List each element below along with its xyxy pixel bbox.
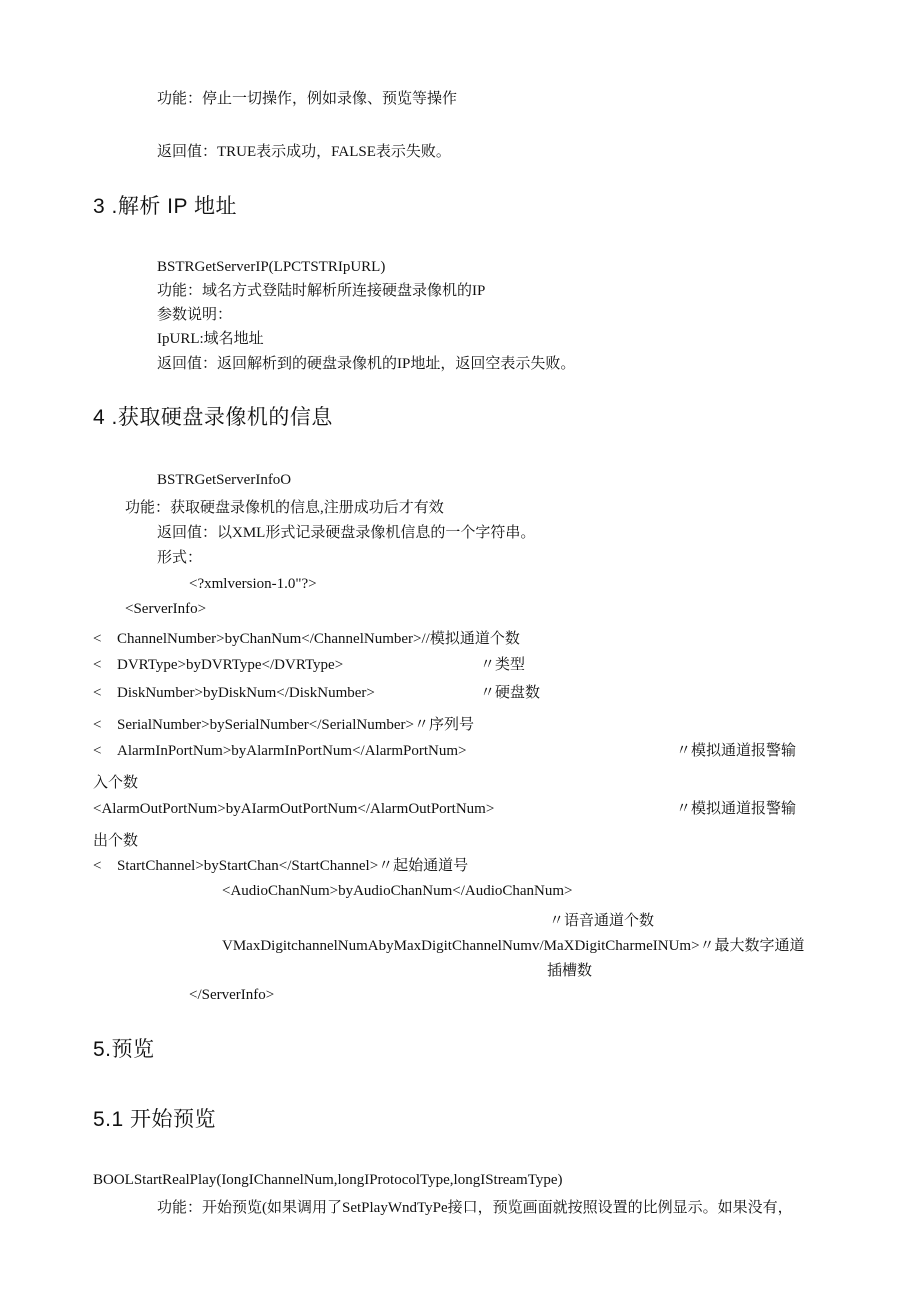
xml-bracket: < bbox=[93, 717, 102, 733]
xml-dvr-type-comment: 〃类型 bbox=[480, 657, 526, 673]
get-server-info-signature: BSTRGetServerInfoO bbox=[157, 472, 292, 488]
xml-declaration: <?xmlversion-1.0"?> bbox=[189, 576, 317, 592]
xml-bracket: < bbox=[93, 685, 102, 701]
xml-channel-number: ChannelNumber>byChanNum</ChannelNumber>//模拟通道个数 bbox=[117, 631, 520, 647]
xml-disk-number: DiskNumber>byDiskNum</DiskNumber> bbox=[117, 685, 375, 701]
xml-alarm-out-port-comment: 〃模拟通道报警输 bbox=[676, 801, 797, 817]
section-heading-5: 5.预览 bbox=[93, 1038, 155, 1061]
get-server-ip-signature: BSTRGetServerIP(LPCTSTRIpURL) bbox=[157, 259, 386, 275]
start-real-play-function: 功能：开始预览(如果调用了SetPlayWndTyPe接口，预览画面就按照设置的比例显示。如果没有， bbox=[157, 1200, 793, 1216]
xml-audio-chan-num-comment: 〃语音通道个数 bbox=[549, 913, 655, 929]
xml-serverinfo-close: </ServerInfo> bbox=[189, 987, 275, 1003]
xml-bracket: < bbox=[93, 743, 102, 759]
xml-alarm-out-port: <AlarmOutPortNum>byAIarmOutPortNum</AlarmOutPortNum> bbox=[93, 801, 495, 817]
xml-max-digit-channel: VMaxDigitchannelNumAbyMaxDigitChannelNumv/MaXDigitCharmeINUm>〃最大数字通道 bbox=[222, 938, 805, 954]
xml-bracket: < bbox=[93, 631, 102, 647]
xml-serial-number: SerialNumber>bySerialNumber</SerialNumber>〃序列号 bbox=[117, 717, 474, 733]
start-real-play-signature: BOOLStartRealPlay(IongIChannelNum,longIProtocolType,longIStreamType) bbox=[93, 1172, 563, 1188]
param-ipurl: IpURL:域名地址 bbox=[157, 331, 264, 347]
section-heading-3: 3 .解析 IP 地址 bbox=[93, 195, 237, 218]
xml-bracket: < bbox=[93, 858, 102, 874]
get-server-ip-return: 返回值：返回解析到的硬盘录像机的IP地址，返回空表示失败。 bbox=[157, 356, 576, 372]
xml-start-channel: StartChannel>byStartChan</StartChannel>〃起始通道号 bbox=[117, 858, 469, 874]
xml-alarm-in-port: AlarmInPortNum>byAlarmInPortNum</AlarmPortNum> bbox=[117, 743, 467, 759]
xml-serverinfo-open: <ServerInfo> bbox=[125, 601, 207, 617]
get-server-ip-function: 功能：域名方式登陆时解析所连接硬盘录像机的IP bbox=[157, 283, 486, 299]
xml-alarm-in-port-comment-cont: 入个数 bbox=[93, 775, 139, 791]
xml-disk-number-comment: 〃硬盘数 bbox=[480, 685, 541, 701]
xml-alarm-in-port-comment: 〃模拟通道报警输 bbox=[676, 743, 797, 759]
format-label: 形式： bbox=[157, 550, 203, 566]
xml-audio-chan-num: <AudioChanNum>byAudioChanNum</AudioChanNum> bbox=[222, 883, 573, 899]
section-heading-4: 4 .获取硬盘录像机的信息 bbox=[93, 406, 333, 429]
stop-function-description: 功能：停止一切操作，例如录像、预览等操作 bbox=[157, 91, 458, 107]
section-heading-5-1: 5.1 开始预览 bbox=[93, 1108, 217, 1131]
get-server-info-return: 返回值：以XML形式记录硬盘录像机信息的一个字符串。 bbox=[157, 525, 536, 541]
get-server-info-function: 功能：获取硬盘录像机的信息,注册成功后才有效 bbox=[125, 500, 444, 516]
param-label: 参数说明： bbox=[157, 307, 233, 323]
stop-return-value: 返回值：TRUE表示成功，FALSE表示失败。 bbox=[157, 144, 451, 160]
xml-max-digit-channel-comment-cont: 插槽数 bbox=[547, 963, 593, 979]
xml-alarm-out-port-comment-cont: 出个数 bbox=[93, 833, 139, 849]
xml-bracket: < bbox=[93, 657, 102, 673]
xml-dvr-type: DVRType>byDVRType</DVRType> bbox=[117, 657, 344, 673]
